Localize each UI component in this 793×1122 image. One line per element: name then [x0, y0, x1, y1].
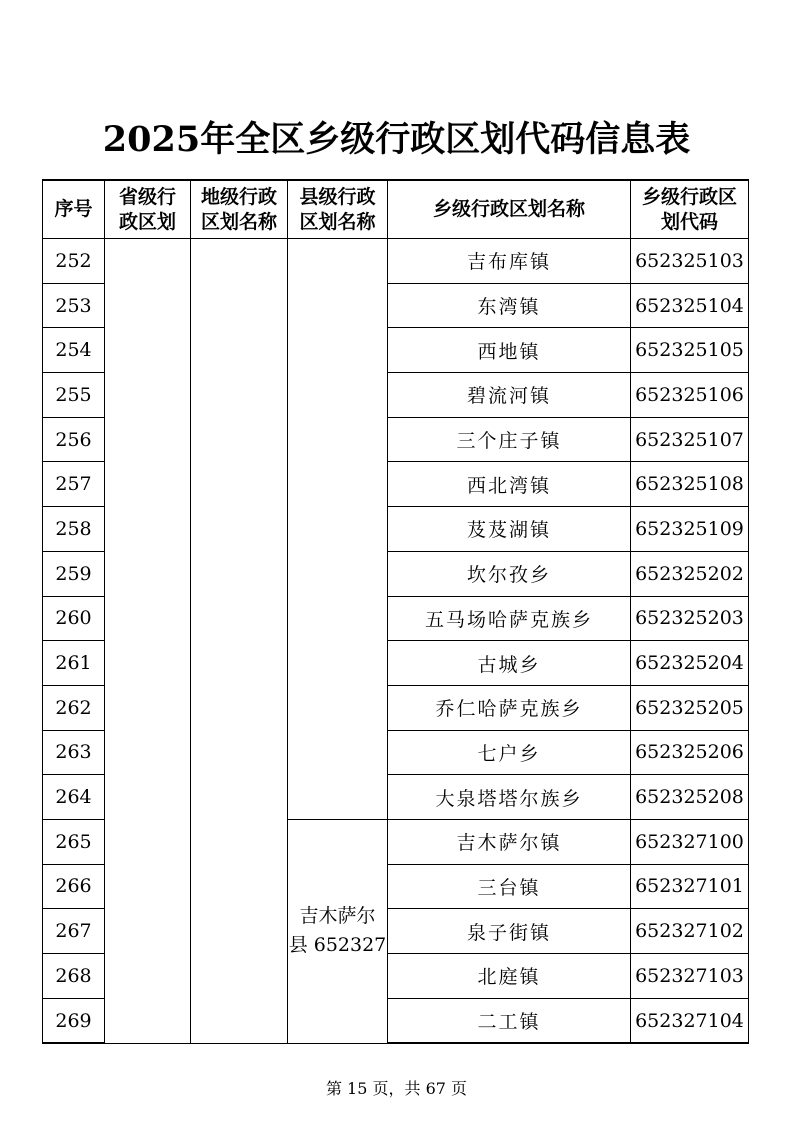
- township-name-cell: 七户乡: [388, 730, 631, 775]
- township-code-cell: 652325205: [631, 685, 749, 730]
- row-seq: 259: [43, 551, 105, 596]
- township-code-cell: 652325108: [631, 462, 749, 507]
- row-seq: 261: [43, 641, 105, 686]
- row-seq: 265: [43, 819, 105, 864]
- township-name-cell: 古城乡: [388, 641, 631, 686]
- township-name-cell: 五马场哈萨克族乡: [388, 596, 631, 641]
- township-code-cell: 652325206: [631, 730, 749, 775]
- township-code-cell: 652325202: [631, 551, 749, 596]
- township-name-cell: 二工镇: [388, 998, 631, 1043]
- township-name-cell: 大泉塔塔尔族乡: [388, 775, 631, 820]
- township-code-cell: 652325103: [631, 239, 749, 284]
- township-name-cell: 西北湾镇: [388, 462, 631, 507]
- township-code-cell: 652327100: [631, 819, 749, 864]
- township-name-cell: 西地镇: [388, 328, 631, 373]
- header-province: [105, 180, 191, 239]
- row-seq: 252: [43, 239, 105, 284]
- township-name-cell: 坎尔孜乡: [388, 551, 631, 596]
- row-seq: 255: [43, 373, 105, 418]
- township-name-cell: 碧流河镇: [388, 373, 631, 418]
- header-prefecture-line2: 区划名称: [200, 210, 277, 233]
- header-county: [288, 180, 388, 239]
- province-cell: [105, 239, 191, 1044]
- header-prefecture: [191, 180, 288, 239]
- page-title: 2025年全区乡级行政区划代码信息表: [102, 119, 691, 160]
- division-code-table: [42, 179, 749, 1044]
- township-name-cell: 三台镇: [388, 864, 631, 909]
- township-name-cell: 芨芨湖镇: [388, 507, 631, 552]
- township-code-cell: 652325208: [631, 775, 749, 820]
- township-code-cell: 652325106: [631, 373, 749, 418]
- township-name-cell: 吉木萨尔镇: [388, 819, 631, 864]
- township-name-cell: 北庭镇: [388, 954, 631, 999]
- county-name-line1: 吉木萨尔: [299, 905, 376, 928]
- township-name-cell: 吉布库镇: [388, 239, 631, 284]
- row-seq: 253: [43, 283, 105, 328]
- header-prefecture-line1: 地级行政: [200, 185, 277, 208]
- township-code-cell: 652327104: [631, 998, 749, 1043]
- header-county-line1: 县级行政: [299, 185, 376, 208]
- table-row: [43, 239, 749, 284]
- row-seq: 264: [43, 775, 105, 820]
- table-header-row: [43, 180, 749, 239]
- township-code-cell: 652325109: [631, 507, 749, 552]
- county-name-line2: 县 652327: [288, 934, 387, 957]
- township-code-cell: 652325105: [631, 328, 749, 373]
- row-seq: 266: [43, 864, 105, 909]
- township-code-cell: 652327102: [631, 909, 749, 954]
- row-seq: 263: [43, 730, 105, 775]
- row-seq: 254: [43, 328, 105, 373]
- row-seq: 258: [43, 507, 105, 552]
- row-seq: 262: [43, 685, 105, 730]
- page-footer: 第 15 页，共 67 页: [325, 1079, 468, 1098]
- township-code-cell: 652325104: [631, 283, 749, 328]
- header-code-line2: 划代码: [660, 210, 718, 233]
- township-code-cell: 652325203: [631, 596, 749, 641]
- county-cell-continued: [288, 239, 388, 820]
- header-township-name: 乡级行政区划名称: [388, 180, 631, 239]
- header-province-line2: 政区划: [118, 210, 176, 233]
- header-seq: 序号: [43, 180, 105, 239]
- township-code-cell: 652327101: [631, 864, 749, 909]
- header-code-line1: 乡级行政区: [641, 185, 737, 208]
- row-seq: 256: [43, 417, 105, 462]
- township-name-cell: 三个庄子镇: [388, 417, 631, 462]
- township-code-cell: 652325204: [631, 641, 749, 686]
- township-name-cell: 东湾镇: [388, 283, 631, 328]
- row-seq: 257: [43, 462, 105, 507]
- row-seq: 269: [43, 998, 105, 1043]
- row-seq: 260: [43, 596, 105, 641]
- row-seq: 267: [43, 909, 105, 954]
- township-name-cell: 乔仁哈萨克族乡: [388, 685, 631, 730]
- prefecture-cell: [191, 239, 288, 1044]
- header-code: [631, 180, 749, 239]
- row-seq: 268: [43, 954, 105, 999]
- header-province-line1: 省级行: [118, 185, 176, 208]
- township-code-cell: 652327103: [631, 954, 749, 999]
- header-county-line2: 区划名称: [299, 210, 376, 233]
- township-code-cell: 652325107: [631, 417, 749, 462]
- county-cell-jimusar: [288, 819, 388, 1043]
- township-name-cell: 泉子街镇: [388, 909, 631, 954]
